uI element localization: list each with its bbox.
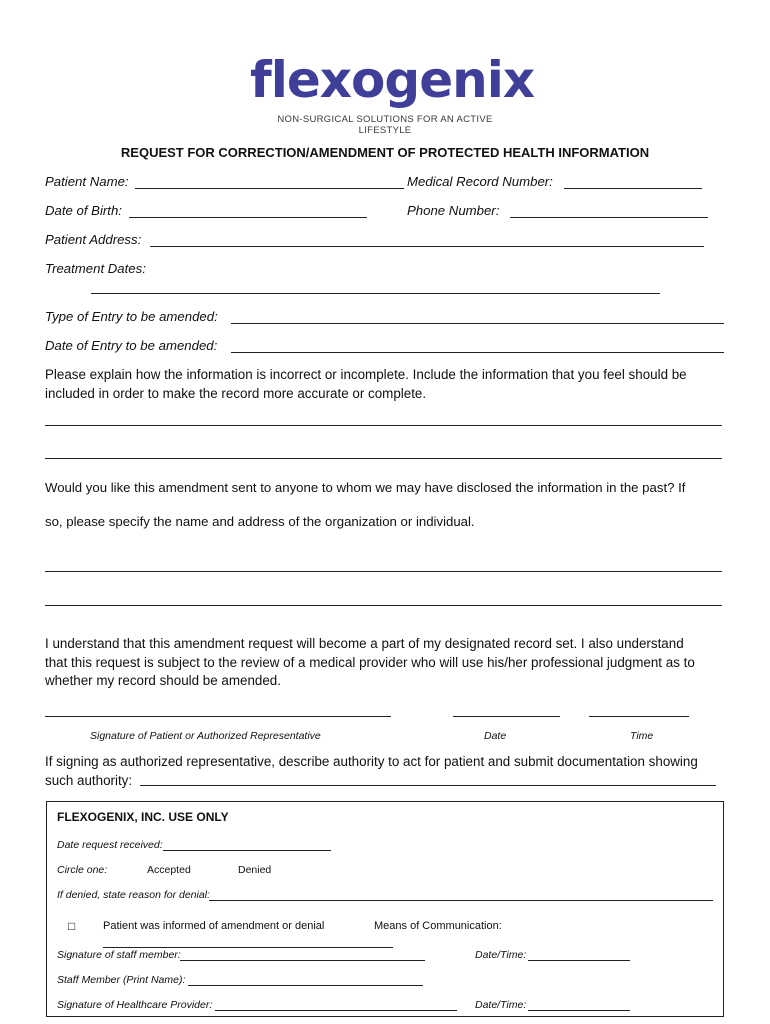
- time-caption: Time: [630, 730, 654, 742]
- patient-informed-line[interactable]: [103, 947, 393, 948]
- patient-address-label: Patient Address:: [45, 232, 142, 247]
- understand-statement: [45, 635, 695, 691]
- explain-line-2: included in order to make the record more accurate or complete.: [45, 385, 427, 401]
- provider-signature-line[interactable]: [215, 1010, 457, 1011]
- staff-print-name-label: Staff Member (Print Name):: [57, 974, 186, 986]
- patient-address-line[interactable]: [150, 246, 704, 247]
- date-of-birth-line[interactable]: [129, 217, 367, 218]
- date-time-2-label: Date/Time:: [475, 999, 527, 1011]
- staff-print-name-line[interactable]: [188, 985, 423, 986]
- date-of-birth-label: Date of Birth:: [45, 203, 122, 218]
- provider-signature-label: Signature of Healthcare Provider:: [57, 999, 213, 1011]
- explain-instructions: [45, 366, 687, 403]
- disclose-answer-line-1[interactable]: [45, 571, 722, 572]
- date-time-1-line[interactable]: [528, 960, 630, 961]
- authority-line-2: such authority:: [45, 772, 133, 788]
- phone-number-line[interactable]: [510, 217, 708, 218]
- disclose-answer-line-2[interactable]: [45, 605, 722, 606]
- understand-line-3: whether my record should be amended.: [45, 673, 281, 688]
- phone-number-label: Phone Number:: [407, 203, 500, 218]
- date-received-label: Date request received:: [57, 839, 163, 851]
- signature-line[interactable]: [45, 716, 391, 717]
- denied-option[interactable]: Denied: [238, 864, 272, 876]
- date-caption: Date: [484, 730, 507, 742]
- disclose-line-2: so, please specify the name and address of the organization or individual.: [45, 514, 475, 529]
- date-line[interactable]: [453, 716, 560, 717]
- staff-signature-line[interactable]: [180, 960, 425, 961]
- medical-record-number-line[interactable]: [564, 188, 702, 189]
- denied-reason-label: If denied, state reason for denial:: [57, 889, 210, 901]
- signature-caption: Signature of Patient or Authorized Representative: [90, 730, 321, 742]
- patient-name-line[interactable]: [135, 188, 404, 189]
- date-time-1-label: Date/Time:: [475, 949, 527, 961]
- office-use-box: [46, 801, 724, 1017]
- type-of-entry-label: Type of Entry to be amended:: [45, 309, 218, 324]
- office-use-title: FLEXOGENIX, INC. USE ONLY: [57, 810, 229, 824]
- patient-informed-label: Patient was informed of amendment or denial: [103, 920, 325, 932]
- date-of-entry-line[interactable]: [231, 352, 724, 353]
- staff-signature-label: Signature of staff member:: [57, 949, 181, 961]
- date-received-line[interactable]: [163, 850, 331, 851]
- treatment-dates-label: Treatment Dates:: [45, 261, 146, 276]
- explain-answer-line-1[interactable]: [45, 425, 722, 426]
- understand-line-2: that this request is subject to the review of a medical provider who will use his/her professional judgment as to: [45, 654, 695, 670]
- medical-record-number-label: Medical Record Number:: [407, 174, 553, 189]
- date-time-2-line[interactable]: [528, 1010, 630, 1011]
- understand-line-1: I understand that this amendment request will become a part of my designated record set. I also understand: [45, 636, 684, 651]
- type-of-entry-line[interactable]: [231, 323, 724, 324]
- patient-informed-checkbox[interactable]: □: [68, 919, 76, 933]
- circle-one-label: Circle one:: [57, 864, 108, 876]
- form-title: REQUEST FOR CORRECTION/AMENDMENT OF PROTECTED HEALTH INFORMATION: [120, 145, 650, 160]
- logo-wordmark: flexogenix: [250, 51, 535, 109]
- accepted-option[interactable]: Accepted: [147, 864, 191, 876]
- denied-reason-line[interactable]: [209, 900, 713, 901]
- authority-answer-line[interactable]: [140, 785, 716, 786]
- disclose-line-1: Would you like this amendment sent to anyone to whom we may have disclosed the information in the past? If: [45, 480, 686, 495]
- logo-tagline: NON-SURGICAL SOLUTIONS FOR AN ACTIVE LIFESTYLE: [277, 114, 493, 136]
- explain-answer-line-2[interactable]: [45, 458, 722, 459]
- treatment-dates-line[interactable]: [91, 293, 660, 294]
- patient-name-label: Patient Name:: [45, 174, 129, 189]
- time-line[interactable]: [589, 716, 689, 717]
- authority-line-1: If signing as authorized representative, describe authority to act for patient and submit documentation showing: [45, 754, 698, 769]
- means-of-communication-label: Means of Communication:: [374, 920, 502, 932]
- date-of-entry-label: Date of Entry to be amended:: [45, 338, 218, 353]
- flexogenix-logo: [250, 51, 535, 136]
- explain-line-1: Please explain how the information is incorrect or incomplete. Include the information that you feel should be: [45, 367, 687, 382]
